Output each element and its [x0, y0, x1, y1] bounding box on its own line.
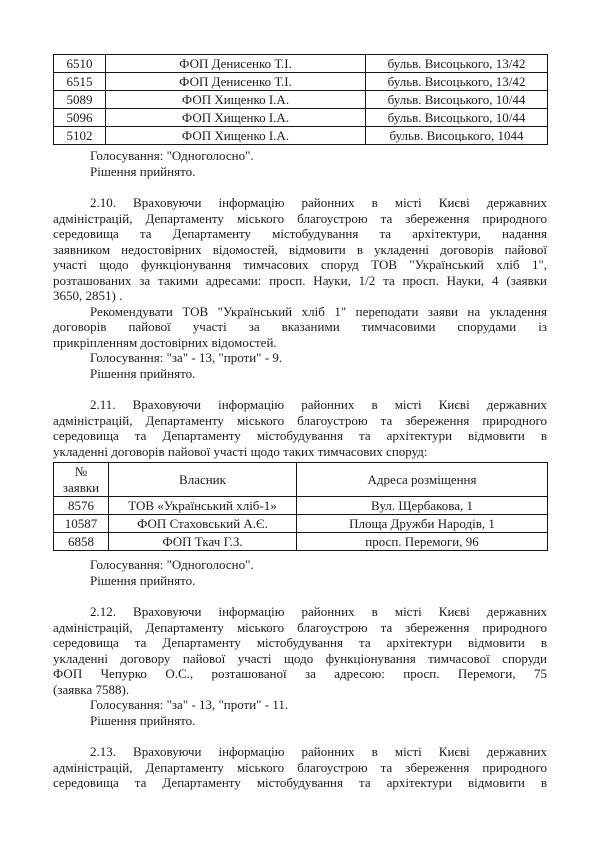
owner-cell: ФОП Хищенко І.А. — [106, 127, 366, 145]
table-row — [54, 91, 548, 109]
address-cell: бульв. Висоцького, 13/42 — [366, 55, 548, 73]
section-2-13 — [53, 744, 547, 791]
table-row — [54, 497, 548, 515]
paragraph-line: розташованих за такими адресами: просп. Науки, 1/2 та просп. Науки, 4 (заявки — [53, 272, 547, 288]
refused-structures-table — [53, 462, 548, 551]
application-no-cell: 8576 — [54, 497, 109, 515]
owner-cell: ТОВ «Український хліб-1» — [109, 497, 297, 515]
application-no-cell: 10587 — [54, 515, 109, 533]
application-no-cell: 5096 — [54, 109, 106, 127]
decision-line: Рішення прийнято. — [90, 712, 196, 728]
table-row — [54, 55, 548, 73]
paragraph-line: адміністрацій, Департаменту міського благоустрою та збереження природного — [53, 619, 547, 635]
paragraph-line: (заявка 7588). — [53, 681, 130, 697]
owner-cell: ФОП Стаховський А.Є. — [109, 515, 297, 533]
address-cell: бульв. Висоцького, 13/42 — [366, 73, 548, 91]
temporary-structures-table-top — [53, 54, 548, 145]
voting-line: Голосування: "за" - 13, "проти" - 11. — [90, 697, 289, 712]
decision-line: Рішення прийнято. — [90, 365, 196, 381]
paragraph-line: середовища та Департаменту містобудування та архітектури, надання — [53, 226, 547, 241]
table-row — [54, 109, 548, 127]
paragraph-line: ФОП Чепурко О.С., розташованої за адресою: просп. Перемоги, 75 — [53, 666, 547, 681]
header-address: Адреса розміщення — [297, 463, 548, 497]
paragraph-line: Рекомендувати ТОВ "Український хліб 1" переподати заяви на укладення — [90, 303, 547, 319]
paragraph-line: середовища та Департаменту містобудування та архітектури відмовити в — [53, 428, 547, 443]
section-2-12 — [53, 604, 547, 728]
decision-line: Рішення прийнято. — [90, 572, 196, 588]
address-cell: бульв. Висоцького, 10/44 — [366, 109, 548, 127]
paragraph-line: 2.10. Враховуючи інформацію районних в місті Києві державних — [90, 195, 547, 210]
section-2-10 — [53, 195, 547, 381]
table-row — [54, 533, 548, 551]
voting-line: Голосування: "Одноголосно". — [90, 557, 254, 572]
table-row — [54, 515, 548, 533]
header-owner: Власник — [109, 463, 297, 497]
voting-line: Голосування: "Одноголосно". — [90, 148, 254, 163]
paragraph-line: 2.11. Враховуючи інформацію районних в місті Києві державних — [90, 397, 547, 412]
paragraph-line: середовища та Департаменту містобудування та архітектури відмовити в — [53, 775, 547, 790]
paragraph-line: адміністрацій, Департаменту міського благоустрою та збереження природного — [53, 759, 547, 775]
address-cell: Площа Дружби Народів, 1 — [297, 515, 548, 533]
paragraph-line: укладенні договорів пайової участі щодо таких тимчасових споруд: — [53, 443, 428, 459]
paragraph-line: адміністрацій, Департаменту міського благоустрою та збереження природного — [53, 210, 547, 226]
table-row — [54, 73, 548, 91]
address-cell: просп. Перемоги, 96 — [297, 533, 548, 551]
address-cell: бульв. Висоцького, 1044 — [366, 127, 548, 145]
paragraph-line: адміністрацій, Департаменту міського благоустрою та збереження природного — [53, 412, 547, 428]
application-no-cell: 6515 — [54, 73, 106, 91]
application-no-cell: 5102 — [54, 127, 106, 145]
paragraph-line: договорів пайової участі за вказаними тимчасовими спорудами із — [53, 319, 547, 334]
owner-cell: ФОП Хищенко І.А. — [106, 91, 366, 109]
paragraph-line: прикріпленням достовірних відомостей. — [53, 334, 277, 350]
table-header-row — [54, 463, 548, 497]
paragraph-line: заявником недостовірних відомостей, відмовити в укладенні договорів пайової — [53, 241, 547, 257]
application-no-cell: 6858 — [54, 533, 109, 551]
paragraph-line: 2.12. Враховуючи інформацію районних в місті Києві державних — [90, 604, 547, 619]
section-2-11 — [53, 397, 547, 588]
paragraph-line: участі щодо функціонування тимчасових споруд ТОВ "Український хліб 1", — [53, 257, 547, 272]
address-cell: Вул. Щербакова, 1 — [297, 497, 548, 515]
paragraph-line: 3650, 2851) . — [53, 288, 123, 303]
application-no-cell: 5089 — [54, 91, 106, 109]
decision-line: Рішення прийнято. — [90, 163, 196, 179]
header-application-no: № заявки — [54, 463, 109, 497]
table-row — [54, 127, 548, 145]
owner-cell: ФОП Ткач Г.З. — [109, 533, 297, 551]
application-no-cell: 6510 — [54, 55, 106, 73]
owner-cell: ФОП Денисенко Т.І. — [106, 55, 366, 73]
paragraph-line: 2.13. Враховуючи інформацію районних в місті Києві державних — [90, 744, 547, 759]
address-cell: бульв. Висоцького, 10/44 — [366, 91, 548, 109]
paragraph-line: середовища та Департаменту містобудування та архітектури відмовити в — [53, 635, 547, 650]
owner-cell: ФОП Хищенко І.А. — [106, 109, 366, 127]
owner-cell: ФОП Денисенко Т.І. — [106, 73, 366, 91]
paragraph-line: укладенні договору пайової участі щодо функціонування тимчасової споруди — [53, 650, 547, 666]
voting-line: Голосування: "за" - 13, "проти" - 9. — [90, 350, 283, 365]
